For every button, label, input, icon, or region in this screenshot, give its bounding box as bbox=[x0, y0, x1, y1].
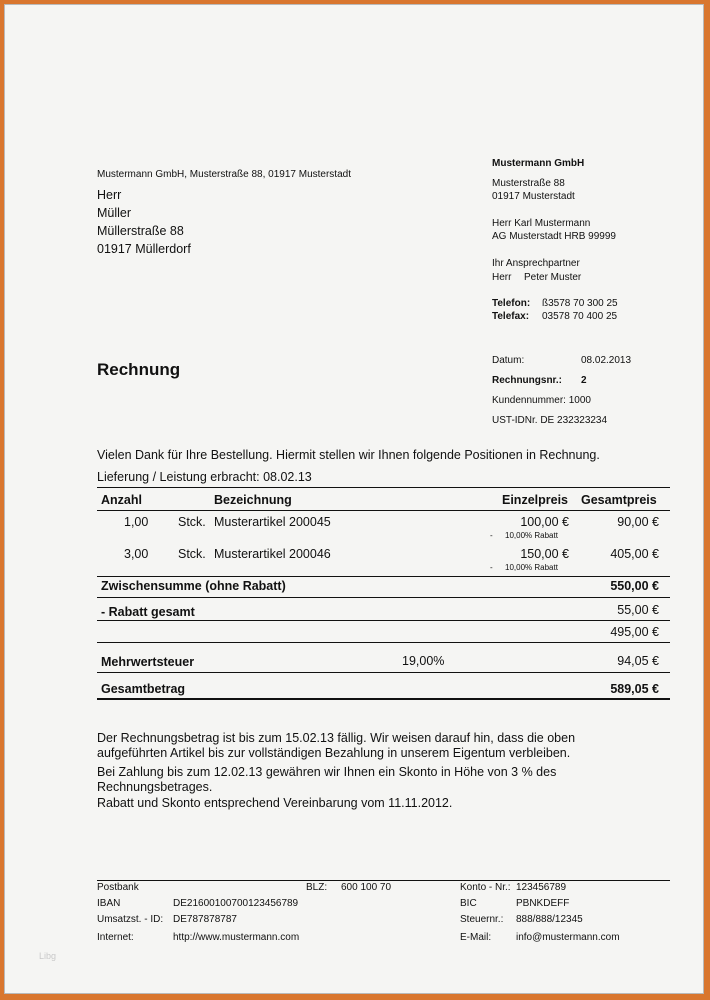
header-unit-price: Einzelpreis bbox=[502, 493, 568, 507]
discount-rule bbox=[97, 620, 670, 621]
vat-value: 94,05 € bbox=[617, 654, 659, 668]
net-value: 495,00 € bbox=[610, 625, 659, 639]
footer-konto: 123456789 bbox=[516, 882, 567, 893]
sender-line: Mustermann GmbH, Musterstraße 88, 01917 Musterstadt bbox=[97, 169, 351, 180]
footer-web-label: Internet: bbox=[97, 932, 134, 943]
row1-unit-price: 100,00 € bbox=[520, 515, 569, 529]
invoice-no-value: 2 bbox=[581, 375, 587, 386]
footer-bic-label: BIC bbox=[460, 898, 477, 909]
vat-id: UST-IDNr. DE 232323234 bbox=[492, 415, 608, 426]
intro-text: Vielen Dank für Ihre Bestellung. Hiermit stellen wir Ihnen folgende Positionen in Rechnung. bbox=[97, 448, 600, 462]
contact-label: Ihr Ansprechpartner bbox=[492, 258, 580, 269]
header-desc: Bezeichnung bbox=[214, 493, 292, 507]
note-line-5: Rabatt und Skonto entsprechend Vereinbarung vom 11.11.2012. bbox=[97, 796, 453, 810]
row1-discount: 10,00% Rabatt bbox=[505, 531, 558, 540]
watermark: Libg bbox=[39, 951, 57, 961]
fax-label: Telefax: bbox=[492, 311, 530, 322]
net-rule bbox=[97, 642, 670, 643]
subtotal-label: Zwischensumme (ohne Rabatt) bbox=[101, 579, 286, 593]
row1-unit: Stck. bbox=[178, 515, 206, 529]
header-total: Gesamtpreis bbox=[581, 493, 657, 507]
footer-rule bbox=[97, 880, 670, 881]
recipient-salutation: Herr bbox=[97, 188, 122, 202]
company-owner: Herr Karl Mustermann bbox=[492, 218, 591, 229]
row2-unit: Stck. bbox=[178, 547, 206, 561]
delivery-text: Lieferung / Leistung erbracht: 08.02.13 bbox=[97, 470, 312, 484]
footer-blz-label: BLZ: bbox=[306, 882, 328, 893]
row2-dash: - bbox=[490, 563, 493, 572]
footer-steuer-label: Steuernr.: bbox=[460, 914, 504, 925]
company-city: 01917 Musterstadt bbox=[492, 191, 575, 202]
document-title: Rechnung bbox=[97, 360, 181, 379]
note-line-2: aufgeführten Artikel bis zur vollständigen Bezahlung in unserem Eigentum verbleiben. bbox=[97, 746, 571, 760]
footer-konto-label: Konto - Nr.: bbox=[460, 882, 511, 893]
footer-steuer: 888/888/12345 bbox=[516, 914, 583, 925]
customer-number: Kundennummer: 1000 bbox=[492, 395, 591, 406]
grand-total-value: 589,05 € bbox=[610, 682, 659, 696]
company-street: Musterstraße 88 bbox=[492, 178, 565, 189]
grand-total-label: Gesamtbetrag bbox=[101, 682, 186, 696]
header-bottom-rule bbox=[97, 510, 670, 511]
date-value: 08.02.2013 bbox=[581, 355, 632, 366]
note-line-1: Der Rechnungsbetrag ist bis zum 15.02.13 fällig. Wir weisen darauf hin, dass die oben bbox=[97, 731, 576, 745]
footer-iban-label: IBAN bbox=[97, 898, 121, 909]
note-line-4: Rechnungsbetrages. bbox=[97, 780, 213, 794]
row2-discount: 10,00% Rabatt bbox=[505, 563, 558, 572]
recipient-street: Müllerstraße 88 bbox=[97, 224, 184, 238]
row2-unit-price: 150,00 € bbox=[520, 547, 569, 561]
subtotal-bottom-rule bbox=[97, 597, 670, 598]
row1-desc: Musterartikel 200045 bbox=[214, 515, 331, 529]
row2-total: 405,00 € bbox=[610, 547, 659, 561]
grand-total-rule bbox=[97, 698, 670, 700]
invoice-page bbox=[4, 4, 704, 994]
fax-value: 03578 70 400 25 bbox=[542, 311, 618, 322]
footer-bic: PBNKDEFF bbox=[516, 898, 570, 909]
vat-rate: 19,00% bbox=[402, 654, 445, 668]
discount-label: - Rabatt gesamt bbox=[101, 605, 195, 619]
company-register: AG Musterstadt HRB 99999 bbox=[492, 231, 616, 242]
discount-value: 55,00 € bbox=[617, 603, 659, 617]
recipient-name: Müller bbox=[97, 206, 132, 220]
row1-dash: - bbox=[490, 531, 493, 540]
phone-label: Telefon: bbox=[492, 298, 531, 309]
phone-value: ß3578 70 300 25 bbox=[542, 298, 618, 309]
header-qty: Anzahl bbox=[101, 493, 142, 507]
row1-total: 90,00 € bbox=[617, 515, 659, 529]
footer-email-label: E-Mail: bbox=[460, 932, 492, 943]
subtotal-rule bbox=[97, 576, 670, 577]
footer-bank: Postbank bbox=[97, 882, 139, 893]
subtotal-value: 550,00 € bbox=[610, 579, 659, 593]
note-line-3: Bei Zahlung bis zum 12.02.13 gewähren wir Ihnen ein Skonto in Höhe von 3 % des bbox=[97, 765, 557, 779]
footer-email: info@mustermann.com bbox=[516, 932, 620, 943]
footer-iban: DE21600100700123456789 bbox=[173, 898, 299, 909]
company-name: Mustermann GmbH bbox=[492, 158, 585, 169]
vat-label: Mehrwertsteuer bbox=[101, 655, 195, 669]
footer-ust-label: Umsatzst. - ID: bbox=[97, 914, 164, 925]
date-label: Datum: bbox=[492, 355, 525, 366]
table-top-rule bbox=[97, 487, 670, 488]
vat-rule bbox=[97, 672, 670, 673]
row2-desc: Musterartikel 200046 bbox=[214, 547, 331, 561]
footer-ust: DE787878787 bbox=[173, 914, 237, 925]
row2-qty: 3,00 bbox=[124, 547, 149, 561]
recipient-city: 01917 Müllerdorf bbox=[97, 242, 191, 256]
row1-qty: 1,00 bbox=[124, 515, 149, 529]
footer-blz: 600 100 70 bbox=[341, 882, 392, 893]
invoice-no-label: Rechnungsnr.: bbox=[492, 375, 563, 386]
contact-name: Peter Muster bbox=[524, 272, 582, 283]
contact-salutation: Herr bbox=[492, 272, 512, 283]
footer-web: http://www.mustermann.com bbox=[173, 932, 300, 943]
